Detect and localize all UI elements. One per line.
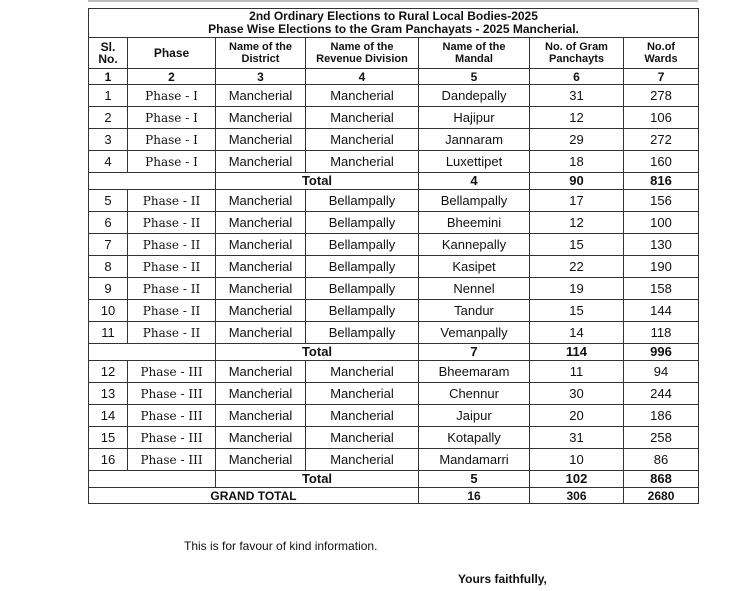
table-cell: Kannepally [419, 234, 530, 256]
table-cell: Bellampally [306, 256, 419, 278]
table-cell: Mancherial [216, 212, 306, 234]
table-cell: 100 [624, 212, 699, 234]
table-row [89, 107, 699, 129]
table-cell: Mancherial [306, 151, 419, 173]
table-cell: 244 [624, 383, 699, 405]
table-cell: Mancherial [216, 300, 306, 322]
table-cell: Phase - II [128, 300, 216, 322]
table-cell: Mancherial [216, 85, 306, 107]
table-cell: Phase - I [128, 129, 216, 151]
table-cell: Bellampally [306, 234, 419, 256]
table-cell: Jannaram [419, 129, 530, 151]
table-cell: 11 [530, 361, 624, 383]
table-cell: 3 [89, 129, 128, 151]
total-mandals: 7 [419, 344, 530, 361]
table-cell: 158 [624, 278, 699, 300]
column-number-row [89, 69, 699, 85]
column-number: 6 [530, 69, 624, 85]
grand-total-mandals: 16 [419, 488, 530, 504]
table-cell: 4 [89, 151, 128, 173]
total-gram-panchayats: 90 [530, 173, 624, 190]
table-row [89, 300, 699, 322]
table-cell: 12 [530, 107, 624, 129]
total-spacer [89, 344, 216, 361]
total-wards: 868 [624, 471, 699, 488]
table-cell: 1 [89, 85, 128, 107]
total-row [89, 173, 699, 190]
header-row [89, 38, 699, 69]
table-cell: 118 [624, 322, 699, 344]
column-header: Name of the Revenue Division [306, 38, 419, 69]
table-cell: 31 [530, 85, 624, 107]
total-mandals: 4 [419, 173, 530, 190]
table-cell: Mancherial [216, 383, 306, 405]
total-mandals: 5 [419, 471, 530, 488]
table-cell: 14 [530, 322, 624, 344]
table-cell: Kasipet [419, 256, 530, 278]
table-cell: 10 [530, 449, 624, 471]
table-cell: 6 [89, 212, 128, 234]
table-row [89, 278, 699, 300]
table-cell: Phase - III [128, 361, 216, 383]
table-cell: Phase - II [128, 234, 216, 256]
table-cell: 258 [624, 427, 699, 449]
table-cell: Tandur [419, 300, 530, 322]
table-cell: Bheemaram [419, 361, 530, 383]
table-cell: Phase - III [128, 383, 216, 405]
table-cell: 18 [530, 151, 624, 173]
table-row [89, 212, 699, 234]
table-row [89, 361, 699, 383]
table-cell: 10 [89, 300, 128, 322]
column-header: Name of the District [216, 38, 306, 69]
table-cell: 11 [89, 322, 128, 344]
table-row [89, 85, 699, 107]
table-cell: Mancherial [216, 278, 306, 300]
table-cell: Bheemini [419, 212, 530, 234]
election-table [88, 8, 699, 504]
table-cell: 106 [624, 107, 699, 129]
closing-text: Yours faithfully, [458, 572, 547, 586]
table-cell: 15 [530, 234, 624, 256]
total-gram-panchayats: 102 [530, 471, 624, 488]
column-number: 7 [624, 69, 699, 85]
table-cell: Bellampally [419, 190, 530, 212]
column-number: 4 [306, 69, 419, 85]
title-row [89, 9, 699, 38]
table-cell: Mancherial [306, 383, 419, 405]
column-number: 5 [419, 69, 530, 85]
table-cell: 12 [530, 212, 624, 234]
grand-total-gram-panchayats: 306 [530, 488, 624, 504]
table-cell: Phase - III [128, 449, 216, 471]
total-wards: 816 [624, 173, 699, 190]
table-cell: 144 [624, 300, 699, 322]
table-cell: Mancherial [216, 129, 306, 151]
table-cell: Mancherial [306, 449, 419, 471]
table-cell: Mancherial [306, 129, 419, 151]
grand-total-row [89, 488, 699, 504]
title-line-1: 2nd Ordinary Elections to Rural Local Bodies-2025 [249, 9, 538, 23]
table-cell: 278 [624, 85, 699, 107]
table-cell: Phase - II [128, 278, 216, 300]
table-row [89, 234, 699, 256]
table-row [89, 427, 699, 449]
table-cell: 5 [89, 190, 128, 212]
grand-total-wards: 2680 [624, 488, 699, 504]
table-cell: Mancherial [306, 427, 419, 449]
table-cell: Dandepally [419, 85, 530, 107]
table-cell: 20 [530, 405, 624, 427]
table-row [89, 322, 699, 344]
title-line-2: Phase Wise Elections to the Gram Panchayats - 2025 Mancherial. [208, 22, 579, 36]
table-cell: Bellampally [306, 190, 419, 212]
column-header: Sl. No. [89, 38, 128, 69]
table-cell: Mancherial [216, 151, 306, 173]
cropped-top-border [88, 0, 698, 2]
table-cell: Phase - I [128, 107, 216, 129]
table-cell: Kotapally [419, 427, 530, 449]
table-cell: Mancherial [306, 361, 419, 383]
table-cell: Vemanpally [419, 322, 530, 344]
column-number: 1 [89, 69, 128, 85]
total-gram-panchayats: 114 [530, 344, 624, 361]
table-cell: 8 [89, 256, 128, 278]
table-cell: Bellampally [306, 322, 419, 344]
table-cell: Chennur [419, 383, 530, 405]
table-cell: Mancherial [216, 405, 306, 427]
table-cell: 12 [89, 361, 128, 383]
table-cell: Bellampally [306, 278, 419, 300]
table-cell: Phase - I [128, 85, 216, 107]
table-cell: Luxettipet [419, 151, 530, 173]
grand-total-label: GRAND TOTAL [89, 488, 419, 504]
table-cell: 160 [624, 151, 699, 173]
table-row [89, 405, 699, 427]
total-label: Total [216, 173, 419, 190]
table-cell: 29 [530, 129, 624, 151]
table-cell: 94 [624, 361, 699, 383]
table-cell: 2 [89, 107, 128, 129]
table-cell: Mancherial [216, 449, 306, 471]
table-cell: 14 [89, 405, 128, 427]
table-cell: Bellampally [306, 300, 419, 322]
table-row [89, 151, 699, 173]
table-cell: Phase - III [128, 427, 216, 449]
table-row [89, 383, 699, 405]
table-cell: Phase - II [128, 212, 216, 234]
total-label: Total [216, 471, 419, 488]
total-label: Total [216, 344, 419, 361]
table-row [89, 190, 699, 212]
total-spacer [89, 471, 216, 488]
column-header: Name of the Mandal [419, 38, 530, 69]
table-cell: Phase - II [128, 256, 216, 278]
column-number: 2 [128, 69, 216, 85]
table-cell: 156 [624, 190, 699, 212]
table-cell: Phase - II [128, 322, 216, 344]
column-header: No. of Gram Panchayts [530, 38, 624, 69]
table-cell: Phase - II [128, 190, 216, 212]
total-spacer [89, 173, 216, 190]
table-cell: 22 [530, 256, 624, 278]
table-title [89, 9, 699, 38]
table-cell: Nennel [419, 278, 530, 300]
table-cell: 186 [624, 405, 699, 427]
table-cell: Bellampally [306, 212, 419, 234]
table-cell: 9 [89, 278, 128, 300]
column-header: Phase [128, 38, 216, 69]
table-cell: Phase - III [128, 405, 216, 427]
table-cell: Mancherial [216, 361, 306, 383]
table-cell: Jaipur [419, 405, 530, 427]
table-cell: Mancherial [306, 107, 419, 129]
total-wards: 996 [624, 344, 699, 361]
table-cell: Mancherial [216, 107, 306, 129]
table-cell: 272 [624, 129, 699, 151]
column-number: 3 [216, 69, 306, 85]
table-cell: 15 [89, 427, 128, 449]
table-cell: 86 [624, 449, 699, 471]
table-cell: 15 [530, 300, 624, 322]
column-header: No.of Wards [624, 38, 699, 69]
table-cell: 16 [89, 449, 128, 471]
table-cell: Mancherial [306, 85, 419, 107]
total-row [89, 344, 699, 361]
table-cell: Mandamarri [419, 449, 530, 471]
table-row [89, 256, 699, 278]
table-row [89, 129, 699, 151]
table-cell: Phase - I [128, 151, 216, 173]
total-row [89, 471, 699, 488]
table-cell: Mancherial [216, 427, 306, 449]
table-row [89, 449, 699, 471]
table-cell: Mancherial [216, 234, 306, 256]
table-cell: 130 [624, 234, 699, 256]
table-cell: 30 [530, 383, 624, 405]
table-cell: 7 [89, 234, 128, 256]
table-cell: Mancherial [306, 405, 419, 427]
table-cell: 31 [530, 427, 624, 449]
table-cell: 19 [530, 278, 624, 300]
table-cell: 17 [530, 190, 624, 212]
note-text: This is for favour of kind information. [184, 539, 378, 553]
table-cell: 13 [89, 383, 128, 405]
table-cell: Hajipur [419, 107, 530, 129]
table-cell: Mancherial [216, 190, 306, 212]
table-cell: Mancherial [216, 322, 306, 344]
table-cell: Mancherial [216, 256, 306, 278]
table-cell: 190 [624, 256, 699, 278]
